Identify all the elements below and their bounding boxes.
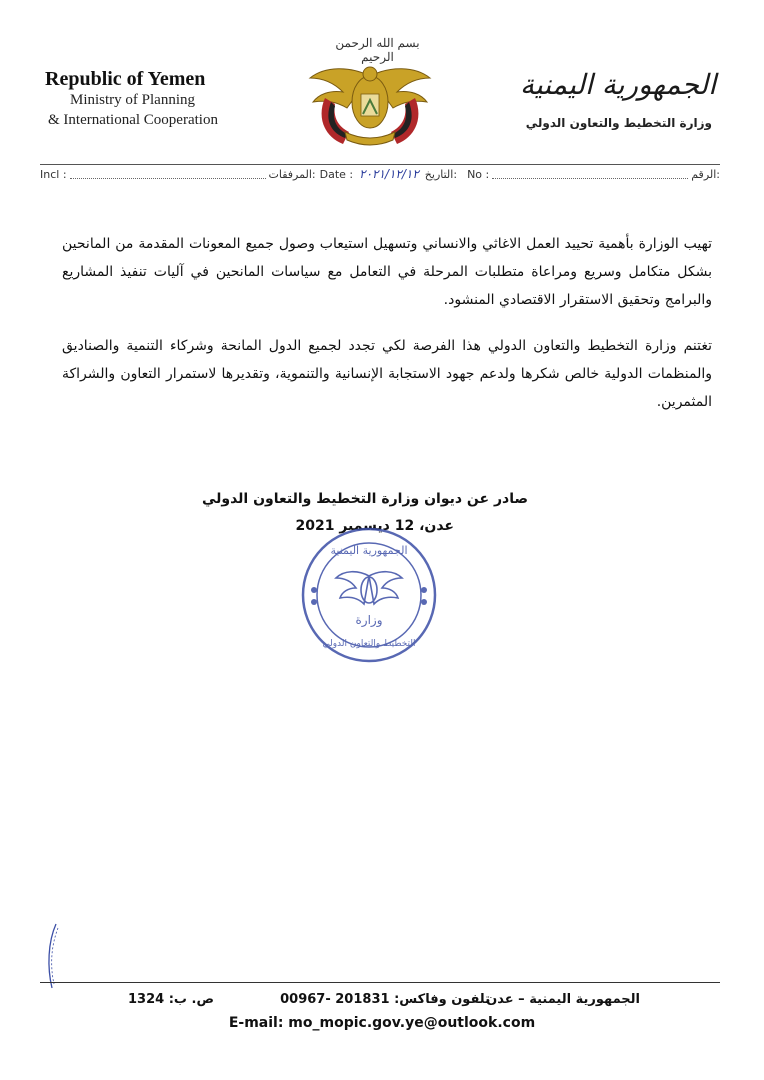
footer-divider — [40, 982, 720, 983]
no-field — [492, 169, 688, 179]
issued-by: صادر عن ديوان وزارة التخطيط والتعاون الدولي — [201, 491, 528, 507]
date-label: Date : — [319, 167, 354, 181]
header-en-title: Republic of Yemen — [45, 68, 206, 90]
stamp-text-bottom: التخطيط والتعاون الدولي — [322, 639, 416, 649]
stamp-text-top: الجمهورية اليمنية — [330, 544, 408, 557]
date-ar-label: التاريخ: — [424, 167, 458, 181]
reference-row — [40, 166, 720, 182]
attachments-label: المرفقات: — [268, 167, 316, 181]
issued-date: عدن، 12 ديسمبر 2021 — [295, 518, 454, 534]
body-paragraph-1: تهيب الوزارة بأهمية تحييد العمل الاغاثي والانساني وتسهيل استيعاب وصول جميع المعونات المقدمة من المانحين بشكل متكامل وسريع ومراعاة متطلبات المرحلة في التعامل مع سياسات المانحين في آليات تنفيذ المشاريع والبرامج وتحقيق الاستقرار الاقتصادي المنشود. — [62, 236, 712, 308]
footer-phone: تلفون وفاكس: 201831 -00967 — [280, 992, 490, 1007]
header-ar-title: الجمهورية اليمنية — [519, 68, 716, 101]
header-en-ministry: Ministry of Planning — [70, 92, 196, 108]
footer-po-box: ص. ب: 1324 — [128, 992, 214, 1007]
ref-ar-label: الرقم: — [691, 167, 721, 181]
stamp-text-mid: وزارة — [355, 613, 383, 627]
incl-field — [70, 169, 266, 179]
basmala-calligraphy: بسم الله الرحمن الرحيم — [335, 36, 420, 64]
footer-email: E-mail: mo_mopic.gov.ye@outlook.com — [228, 1015, 536, 1031]
body-paragraph-2: تغتنم وزارة التخطيط والتعاون الدولي هذا الفرصة لكي تجدد لجميع الدول المانحة وشركاء التنمية والصناديق والمنظمات الدولية خالص شكرها ولدعم جهود الاستجابة الإنسانية والتنموية، وتقديرها لاستمرار التعاون والشراكة المثمرين. — [62, 338, 712, 410]
footer-contact-row — [120, 992, 640, 1010]
incl-label: Incl : — [40, 167, 67, 181]
ministry-stamp — [298, 524, 440, 666]
yemen-emblem-icon — [305, 36, 435, 156]
footer-country: الجمهورية اليمنية – عدن — [486, 992, 640, 1007]
no-label: No : — [467, 167, 490, 181]
header-ar-ministry: وزارة التخطيط والتعاون الدولي — [525, 116, 712, 130]
date-value: ٢٠٢١/١٢/١٢ — [359, 167, 419, 181]
header-en-cooperation: & International Cooperation — [48, 112, 218, 128]
